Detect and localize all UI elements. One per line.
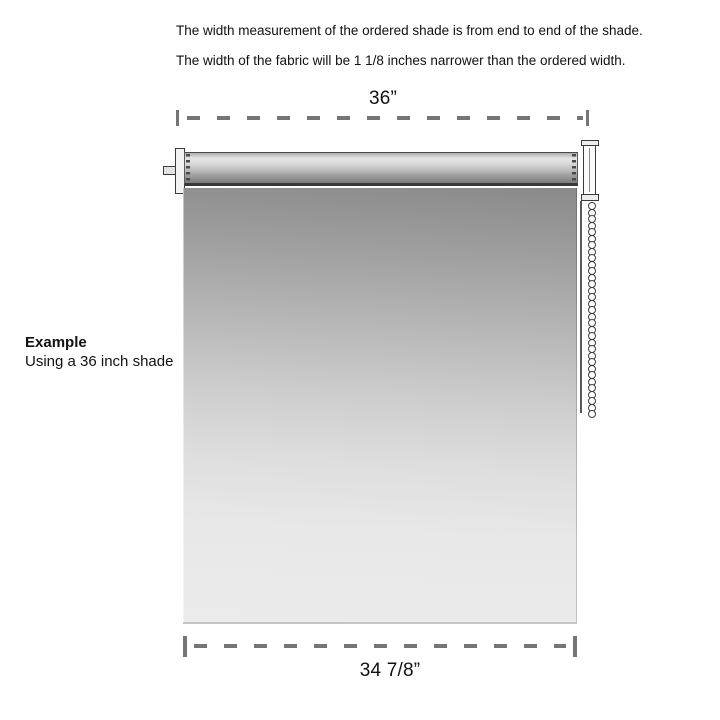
clutch-inner-line — [589, 148, 590, 192]
chain-back-strand — [580, 201, 582, 413]
ball-chain — [588, 202, 596, 418]
roller-tube — [184, 152, 578, 186]
bottom-measure-tick-left — [183, 636, 187, 657]
fabric-width-label: 34 7/8” — [359, 660, 421, 681]
chain-bead — [588, 410, 596, 418]
bottom-measure-tick-right — [573, 636, 577, 657]
ordered-width-label: 36” — [368, 88, 398, 109]
right-clutch-bracket — [583, 140, 596, 200]
example-title: Example — [25, 334, 87, 351]
bottom-dashed-measure-line — [194, 644, 566, 648]
example-subtitle: Using a 36 inch shade — [25, 353, 174, 370]
clutch-foot — [581, 194, 599, 201]
tube-serration-right — [572, 154, 576, 181]
top-measure-tick-left — [176, 110, 179, 126]
instruction-line-1: The width measurement of the ordered shade is from end to end of the shade. — [176, 23, 643, 38]
shade-fabric — [183, 188, 577, 624]
clutch-top-cap — [581, 140, 599, 146]
instruction-line-2: The width of the fabric will be 1 1/8 inches narrower than the ordered width. — [176, 53, 626, 68]
top-dashed-measure-line — [187, 116, 583, 120]
top-measure-tick-right — [586, 110, 589, 126]
tube-serration-left — [186, 154, 190, 181]
